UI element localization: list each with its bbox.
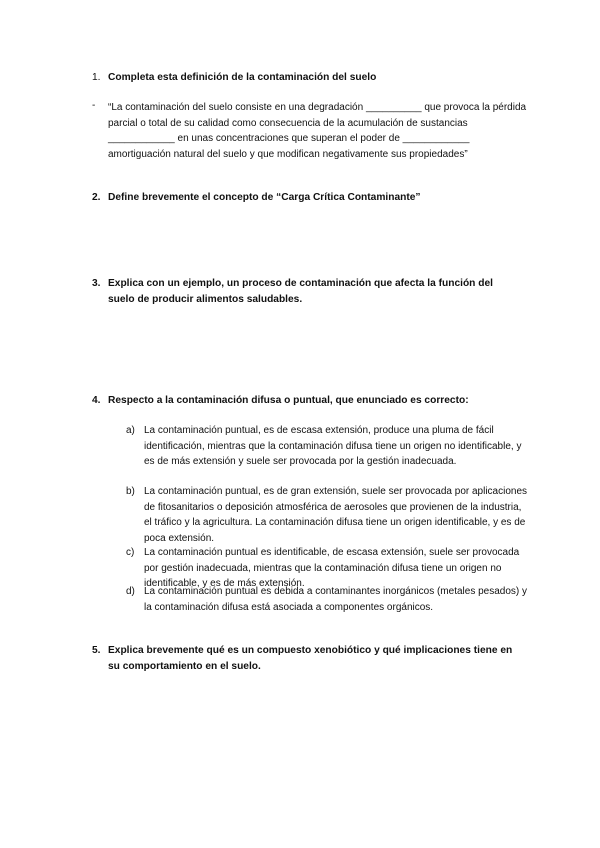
question-1-bullet: -	[92, 100, 96, 111]
option-label: c)	[126, 547, 135, 558]
question-5-title: Explica brevemente qué es un compuesto xenobiótico y qué implicaciones tiene en su comportamiento en el suelo.	[108, 645, 513, 672]
option-text: La contaminación puntual es identificable, de escasa extensión, suele ser provocada por gestión inadecuada, mientras que la contaminación difusa tiene un origen no identificable, y es de más extensión.	[144, 547, 520, 590]
question-3-number: 3.	[92, 278, 101, 289]
option-label: b)	[126, 486, 135, 497]
question-2-title: Define brevemente el concepto de “Carga Crítica Contaminante”	[108, 192, 421, 203]
option-label: d)	[126, 586, 135, 597]
option-label: a)	[126, 425, 135, 436]
option-text: La contaminación puntual, es de escasa extensión, produce una pluma de fácil identificación, mientras que la contaminación difusa tiene un origen no identificable, y es de más extensión y suele ser provocada por la gestión inadecuada.	[144, 425, 522, 468]
question-1-title: Completa esta definición de la contaminación del suelo	[108, 72, 377, 83]
question-5-number: 5.	[92, 645, 101, 656]
question-4-title: Respecto a la contaminación difusa o puntual, que enunciado es correcto:	[108, 395, 469, 406]
question-3-title: Explica con un ejemplo, un proceso de contaminación que afecta la función del suelo de producir alimentos saludables.	[108, 278, 493, 305]
question-1-number: 1.	[92, 72, 101, 83]
option-text: La contaminación puntual es debida a contaminantes inorgánicos (metales pesados) y la contaminación difusa está asociada a componentes orgánicos.	[144, 586, 528, 613]
question-2-number: 2.	[92, 192, 101, 203]
question-4-number: 4.	[92, 395, 101, 406]
question-1-fill-in-text: “La contaminación del suelo consiste en una degradación __________ que provoca la pérdida parcial o total de su calidad como consecuencia de la acumulación de sustancias ____________ en unas concentraciones que superan el poder de ____________ amortiguación natural del suelo y que modifican negativamente sus propiedades”	[108, 102, 527, 160]
option-text: La contaminación puntual, es de gran extensión, suele ser provocada por aplicaciones de fitosanitarios o deposición atmosférica de aerosoles que provienen de la industria, el tráfico y la agricultura. La contaminación difusa tiene un origen identificable, y es de poca extensión.	[144, 486, 528, 544]
